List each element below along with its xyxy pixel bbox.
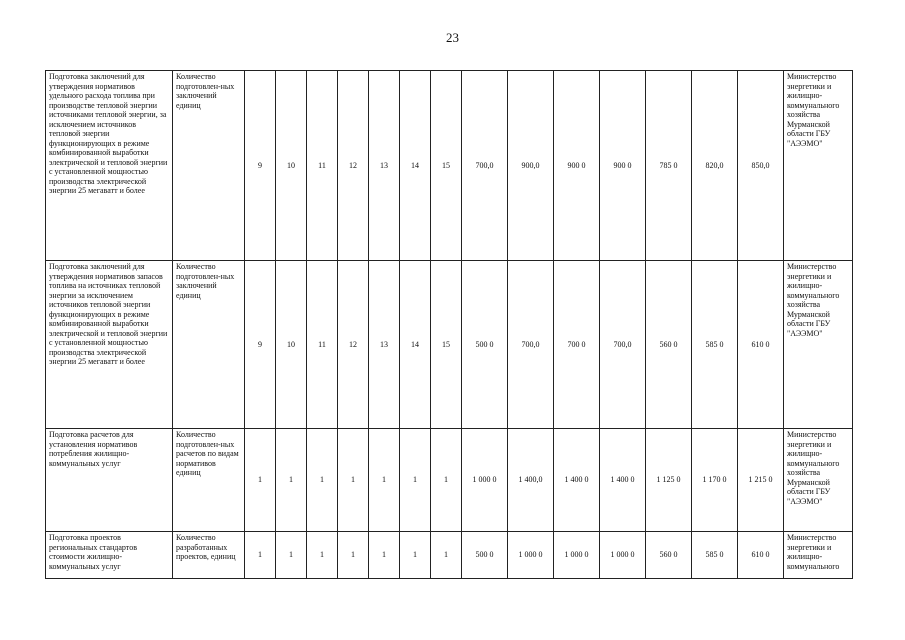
executor [784,532,853,579]
value-cell [431,261,462,429]
value-cell [369,71,400,261]
value-cell [245,429,276,532]
activity-description-text: Подготовка расчетов для установления нормативов потребления жилищно-коммунальных услуг [49,430,138,468]
executor-text: Министерство энергетики и жилищно-коммунального хозяйства Мурманской области ГБУ "АЭЭМО" [787,430,840,506]
value-cell [508,532,554,579]
value-cell [276,429,307,532]
value-cell [554,71,600,261]
value-cell-text: 610 0 [751,339,770,349]
value-cell-text: 820,0 [705,160,724,170]
value-cell-text: 13 [380,160,388,170]
indicator-unit [173,261,245,429]
value-cell [400,429,431,532]
indicator-unit-text: Количество подготовлен-ных заключений единиц [176,262,235,300]
value-cell [245,71,276,261]
value-cell-text: 15 [442,339,450,349]
value-cell [508,71,554,261]
value-cell-text: 1 [413,475,417,485]
value-cell [692,532,738,579]
indicator-unit-text: Количество разработанных проектов, единиц [176,533,236,561]
value-cell [400,261,431,429]
executor-text: Министерство энергетики и жилищно-коммунального хозяйства Мурманской области ГБУ "АЭЭМО" [787,262,840,338]
value-cell [338,532,369,579]
value-cell-text: 1 [413,550,417,560]
value-cell-text: 900,0 [521,160,540,170]
value-cell-text: 700,0 [521,339,540,349]
activity-description [46,71,173,261]
value-cell [276,71,307,261]
page-number: 23 [446,30,459,45]
value-cell [338,429,369,532]
value-cell [554,532,600,579]
activity-description-text: Подготовка заключений для утверждения нормативов запасов топлива на источниках тепловой энергии за исключением источников тепловой энергии функционирующих в режиме комбинированной выработки электрической и тепловой энергии с установленной мощностью производства электрической энергии 25 мегаватт и более [49,262,168,366]
value-cell-text: 1 [320,475,324,485]
indicator-unit [173,532,245,579]
value-cell-text: 14 [411,160,419,170]
value-cell [600,261,646,429]
value-cell-text: 585 0 [705,550,724,560]
value-cell-text: 500 0 [475,550,494,560]
value-cell [462,71,508,261]
value-cell [600,429,646,532]
indicator-unit-text: Количество подготовлен-ных заключений единиц [176,72,235,110]
indicator-unit-text: Количество подготовлен-ных расчетов по видам нормативов единиц [176,430,239,477]
value-cell [307,429,338,532]
value-cell-text: 15 [442,160,450,170]
value-cell-text: 700,0 [475,160,494,170]
value-cell-text: 900 0 [613,160,632,170]
value-cell [276,261,307,429]
value-cell [307,71,338,261]
value-cell [692,429,738,532]
value-cell-text: 13 [380,339,388,349]
program-table [45,70,853,579]
value-cell [692,261,738,429]
value-cell-text: 1 000 0 [518,550,543,560]
value-cell [462,532,508,579]
value-cell-text: 1 400,0 [518,475,543,485]
value-cell [646,429,692,532]
value-cell-text: 1 [258,550,262,560]
value-cell-text: 1 000 0 [610,550,635,560]
value-cell-text: 1 400 0 [610,475,635,485]
activity-description [46,532,173,579]
table-row [46,261,853,429]
value-cell-text: 1 215 0 [748,475,773,485]
indicator-unit [173,71,245,261]
value-cell-text: 12 [349,339,357,349]
executor-text: Министерство энергетики и жилищно-коммунального хозяйства Мурманской области ГБУ "АЭЭМО" [787,72,840,148]
value-cell [600,532,646,579]
value-cell-text: 10 [287,160,295,170]
activity-description [46,429,173,532]
value-cell-text: 1 [382,475,386,485]
value-cell-text: 850,0 [751,160,770,170]
executor [784,429,853,532]
value-cell-text: 1 125 0 [656,475,681,485]
executor [784,261,853,429]
activity-description-text: Подготовка проектов региональных стандартов стоимости жилищно-коммунальных услуг [49,533,137,571]
value-cell-text: 1 [289,475,293,485]
value-cell-text: 1 000 0 [472,475,497,485]
value-cell [646,261,692,429]
value-cell-text: 1 170 0 [702,475,727,485]
value-cell-text: 1 [351,475,355,485]
value-cell-text: 785 0 [659,160,678,170]
value-cell [738,261,784,429]
value-cell-text: 560 0 [659,550,678,560]
value-cell [307,261,338,429]
value-cell-text: 11 [318,160,326,170]
value-cell-text: 700,0 [613,339,632,349]
value-cell [462,429,508,532]
value-cell-text: 1 000 0 [564,550,589,560]
value-cell [600,71,646,261]
value-cell [508,429,554,532]
value-cell [646,71,692,261]
value-cell [738,532,784,579]
value-cell-text: 1 [444,475,448,485]
value-cell-text: 12 [349,160,357,170]
executor [784,71,853,261]
value-cell-text: 1 [320,550,324,560]
value-cell [338,71,369,261]
value-cell [245,261,276,429]
value-cell [646,532,692,579]
table-row [46,429,853,532]
value-cell [245,532,276,579]
value-cell [431,429,462,532]
value-cell [369,429,400,532]
executor-text: Министерство энергетики и жилищно-коммунального [787,533,840,571]
value-cell [554,429,600,532]
value-cell [276,532,307,579]
table-row [46,532,853,579]
activity-description-text: Подготовка заключений для утверждения нормативов удельного расхода топлива при производстве тепловой энергии источниками тепловой энергии, за исключением источников тепловой энергии функционирующих в режиме комбинированной выработки электрической и тепловой энергии с установленной мощностью производства электрической энергии 25 мегаватт и более [49,72,168,195]
value-cell-text: 11 [318,339,326,349]
value-cell-text: 585 0 [705,339,724,349]
value-cell-text: 1 [258,475,262,485]
value-cell [738,71,784,261]
value-cell [400,532,431,579]
value-cell-text: 14 [411,339,419,349]
value-cell-text: 500 0 [475,339,494,349]
value-cell [462,261,508,429]
value-cell [369,261,400,429]
value-cell [369,532,400,579]
value-cell-text: 700 0 [567,339,586,349]
value-cell-text: 900 0 [567,160,586,170]
value-cell [692,71,738,261]
value-cell-text: 560 0 [659,339,678,349]
value-cell-text: 1 [444,550,448,560]
value-cell-text: 610 0 [751,550,770,560]
value-cell [431,71,462,261]
value-cell-text: 10 [287,339,295,349]
value-cell-text: 1 400 0 [564,475,589,485]
value-cell [338,261,369,429]
indicator-unit [173,429,245,532]
value-cell [431,532,462,579]
value-cell [307,532,338,579]
value-cell [508,261,554,429]
value-cell-text: 9 [258,339,262,349]
table-row [46,71,853,261]
value-cell [738,429,784,532]
value-cell [400,71,431,261]
value-cell-text: 9 [258,160,262,170]
activity-description [46,261,173,429]
value-cell-text: 1 [382,550,386,560]
value-cell-text: 1 [351,550,355,560]
value-cell-text: 1 [289,550,293,560]
value-cell [554,261,600,429]
